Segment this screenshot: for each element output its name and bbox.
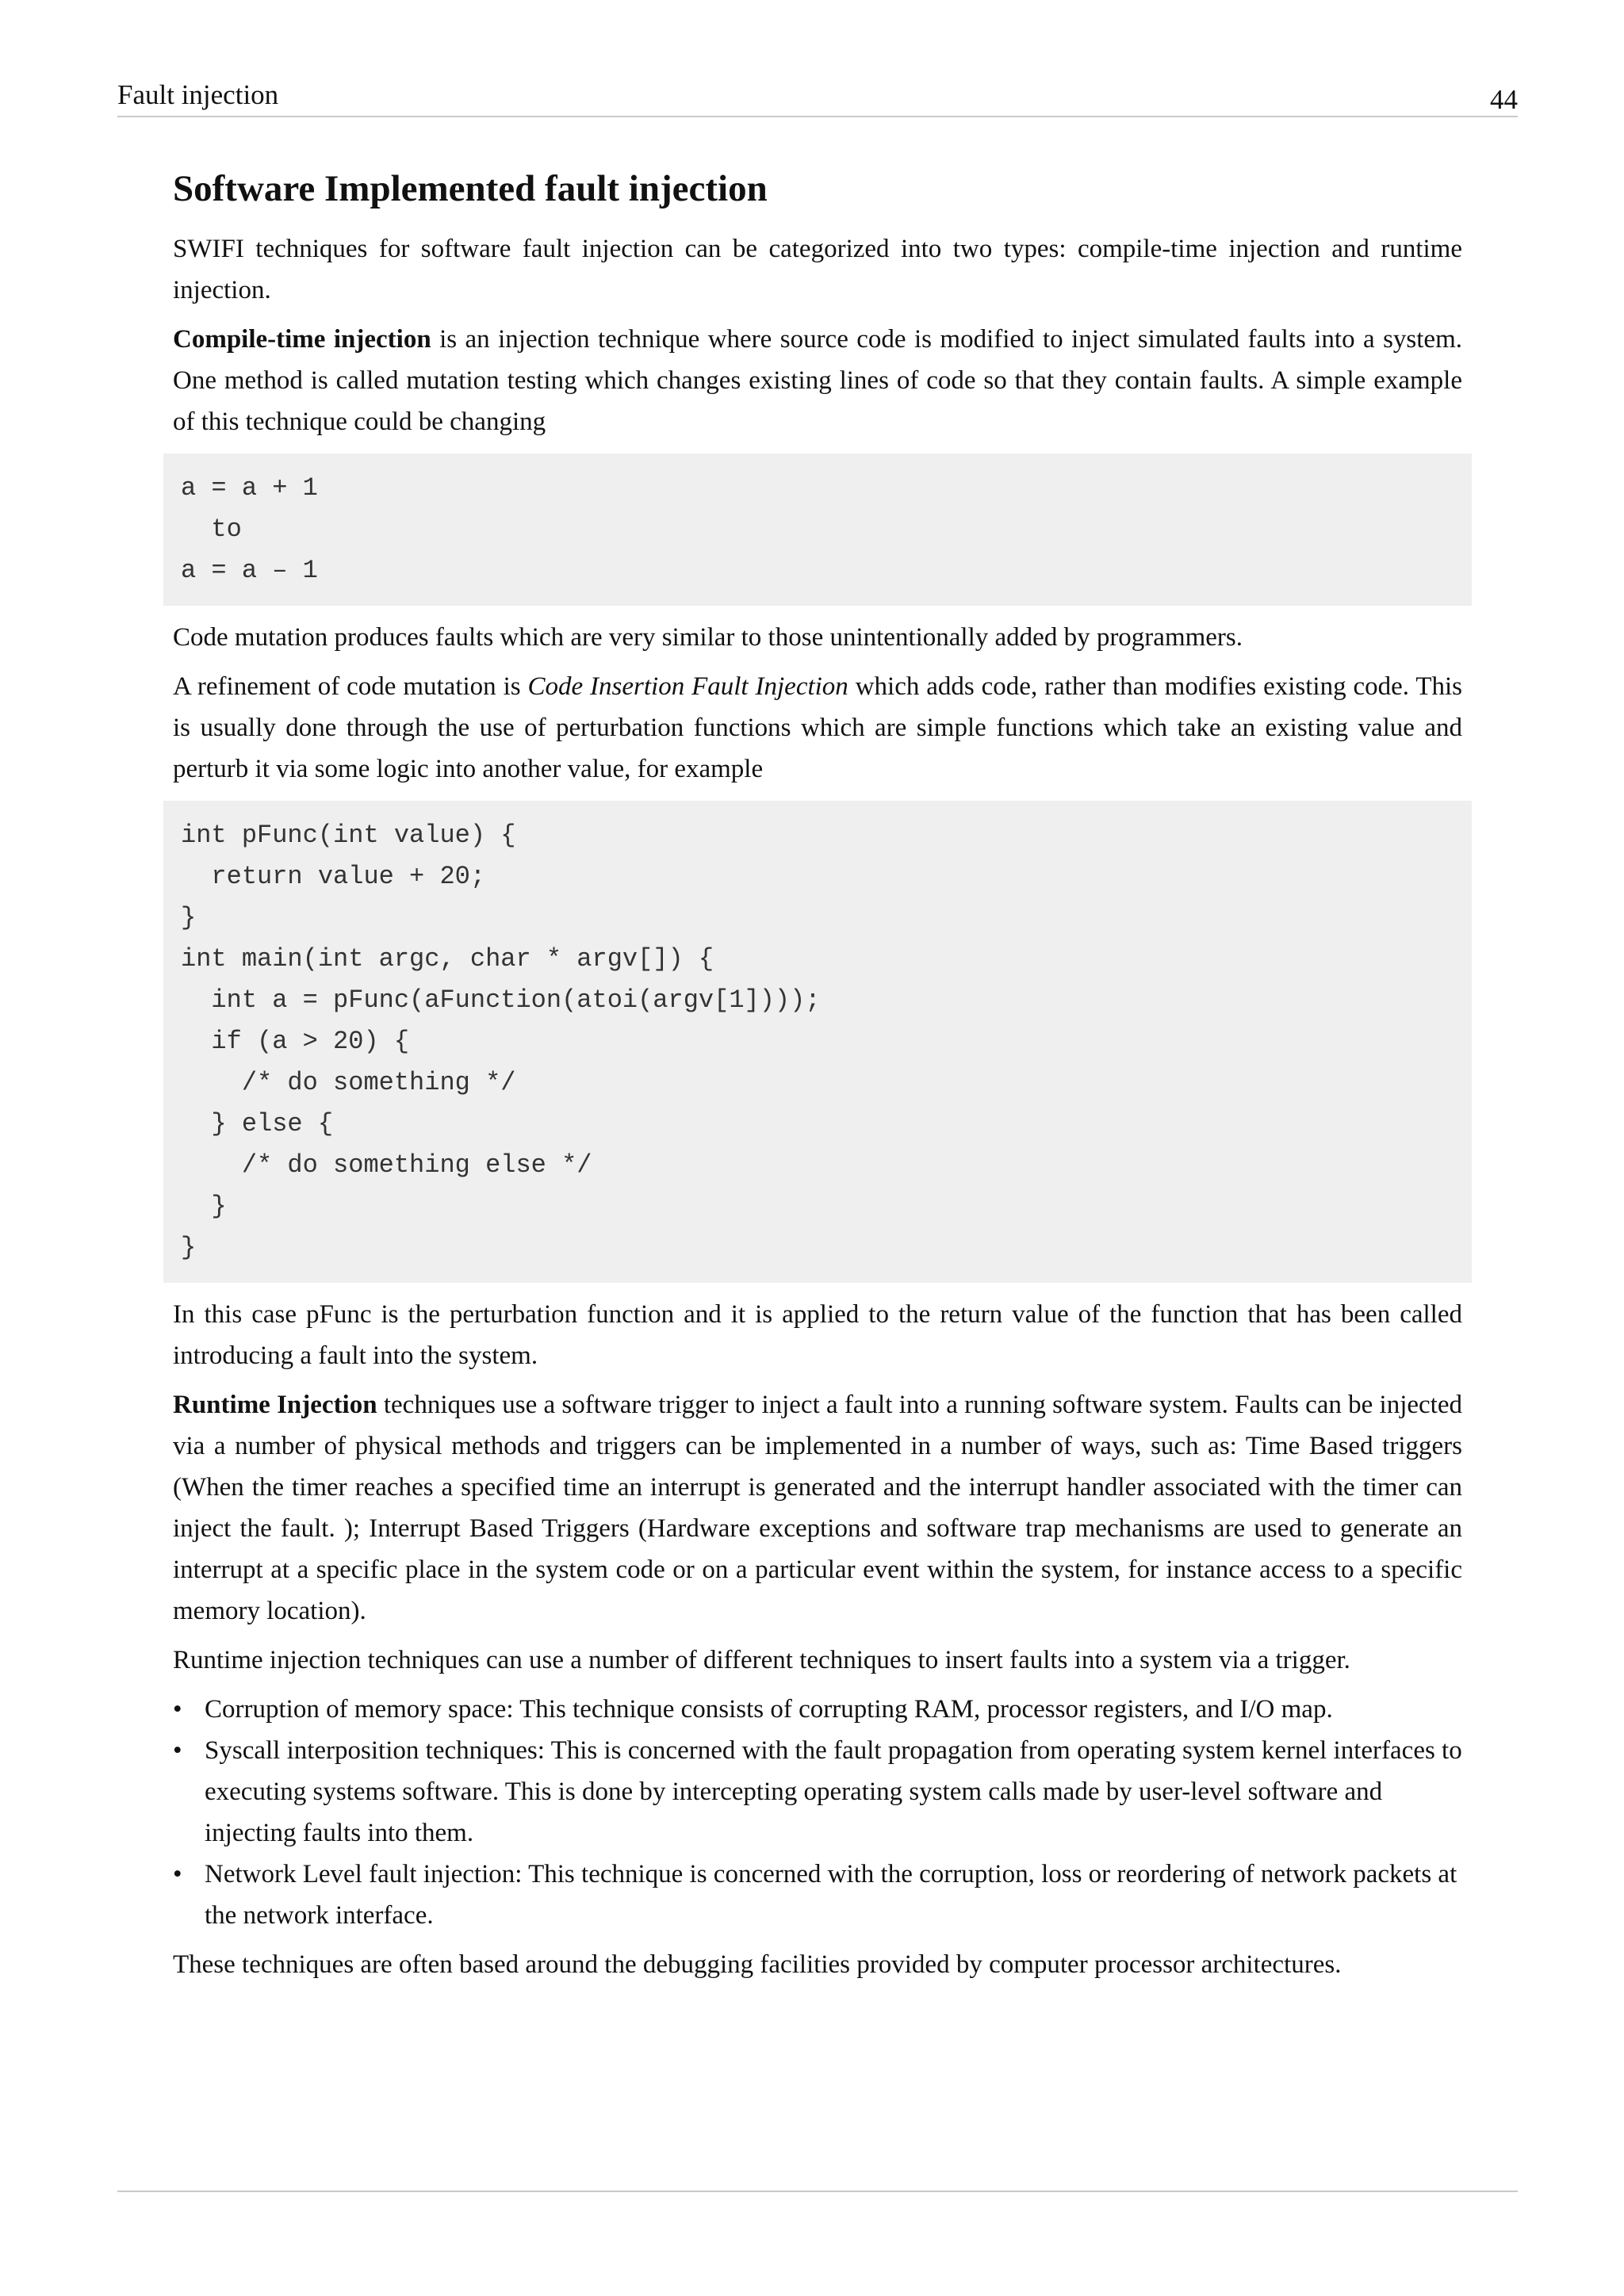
mutation-paragraph: Code mutation produces faults which are very similar to those unintentionally added by programmers. <box>173 623 1243 652</box>
code-block-mutation <box>163 453 1472 606</box>
bullet-icon: • <box>173 1736 182 1765</box>
list-item-text: Corruption of memory space: This technique consists of corrupting RAM, processor registers, and I/O map. <box>205 1695 1333 1724</box>
code-line: } <box>181 1233 197 1262</box>
code-line: int a = pFunc(aFunction(atoi(argv[1]))); <box>181 985 821 1015</box>
page-content <box>173 163 1462 1993</box>
runtime-techniques-paragraph: Runtime injection techniques can use a number of different techniques to insert faults into a system via a trigger. <box>173 1646 1350 1674</box>
bullet-icon: • <box>173 1860 182 1888</box>
code-line: /* do something */ <box>181 1068 516 1097</box>
techniques-list <box>173 1689 1462 1936</box>
running-title: Fault injection <box>117 79 279 110</box>
list-item-text: Syscall interposition techniques: This is concerned with the fault propagation from operating system kernel interfaces to executing systems software. This is done by intercepting operating system calls made by user-level software and injecting faults into them. <box>205 1736 1462 1847</box>
pfunc-paragraph: In this case pFunc is the perturbation function and it is applied to the return value of the function that has been called introducing a fault into the system. <box>173 1300 1462 1370</box>
runtime-injection-term: Runtime Injection <box>173 1391 377 1419</box>
list-item <box>173 1730 1462 1854</box>
page-header <box>117 76 1518 117</box>
section-heading: Software Implemented fault injection <box>173 168 768 209</box>
footer-rule <box>117 2191 1518 2192</box>
bullet-icon: • <box>173 1695 182 1724</box>
compile-time-paragraph <box>173 319 1462 442</box>
compile-time-term: Compile-time injection <box>173 325 431 354</box>
code-line: } else { <box>181 1109 334 1138</box>
code-insertion-post: which adds code, rather than modifies existing code. This is usually done through the use of perturbation functions which are simple functions which take an existing value and perturb it via some logic into another value, for example <box>173 672 1462 783</box>
code-line: } <box>181 903 197 932</box>
compile-time-text: is an injection technique where source code is modified to inject simulated faults into a system. One method is called mutation testing which changes existing lines of code so that they contain faults. A simple example of this technique could be changing <box>173 325 1462 436</box>
code-line: int pFunc(int value) { <box>181 821 516 850</box>
runtime-injection-paragraph <box>173 1384 1462 1632</box>
code-line: a = a + 1 <box>181 473 318 503</box>
code-line: return value + 20; <box>181 862 486 891</box>
code-line: } <box>181 1192 227 1221</box>
code-line: a = a – 1 <box>181 556 318 585</box>
code-line: to <box>181 515 242 544</box>
code-insertion-paragraph <box>173 666 1462 790</box>
list-item <box>173 1854 1462 1936</box>
code-line: if (a > 20) { <box>181 1027 410 1056</box>
code-insertion-term: Code Insertion Fault Injection <box>527 672 848 701</box>
page-number: 44 <box>1490 84 1518 115</box>
code-line: int main(int argc, char * argv[]) { <box>181 944 714 974</box>
code-line: /* do something else */ <box>181 1150 592 1180</box>
runtime-injection-text: techniques use a software trigger to inject a fault into a running software system. Faults can be injected via a number of physical methods and triggers can be implemented in a number of ways, such as: Time Based triggers (When the timer reaches a specified time an interrupt is generated and the interrupt handler associated with the timer can inject the fault. ); Interrupt Based Triggers (Hardware exceptions and software trap mechanisms are used to generate an interrupt at a specific place in the system code or on a particular event within the system, for instance access to a specific memory location). <box>173 1391 1462 1625</box>
code-block-perturbation <box>163 801 1472 1283</box>
list-item <box>173 1689 1462 1730</box>
list-item-text: Network Level fault injection: This technique is concerned with the corruption, loss or reordering of network packets at the network interface. <box>205 1860 1457 1930</box>
closing-paragraph: These techniques are often based around the debugging facilities provided by computer processor architectures. <box>173 1950 1342 1979</box>
intro-paragraph: SWIFI techniques for software fault injection can be categorized into two types: compile-time injection and runtime injection. <box>173 235 1462 304</box>
code-insertion-pre: A refinement of code mutation is <box>173 672 528 701</box>
